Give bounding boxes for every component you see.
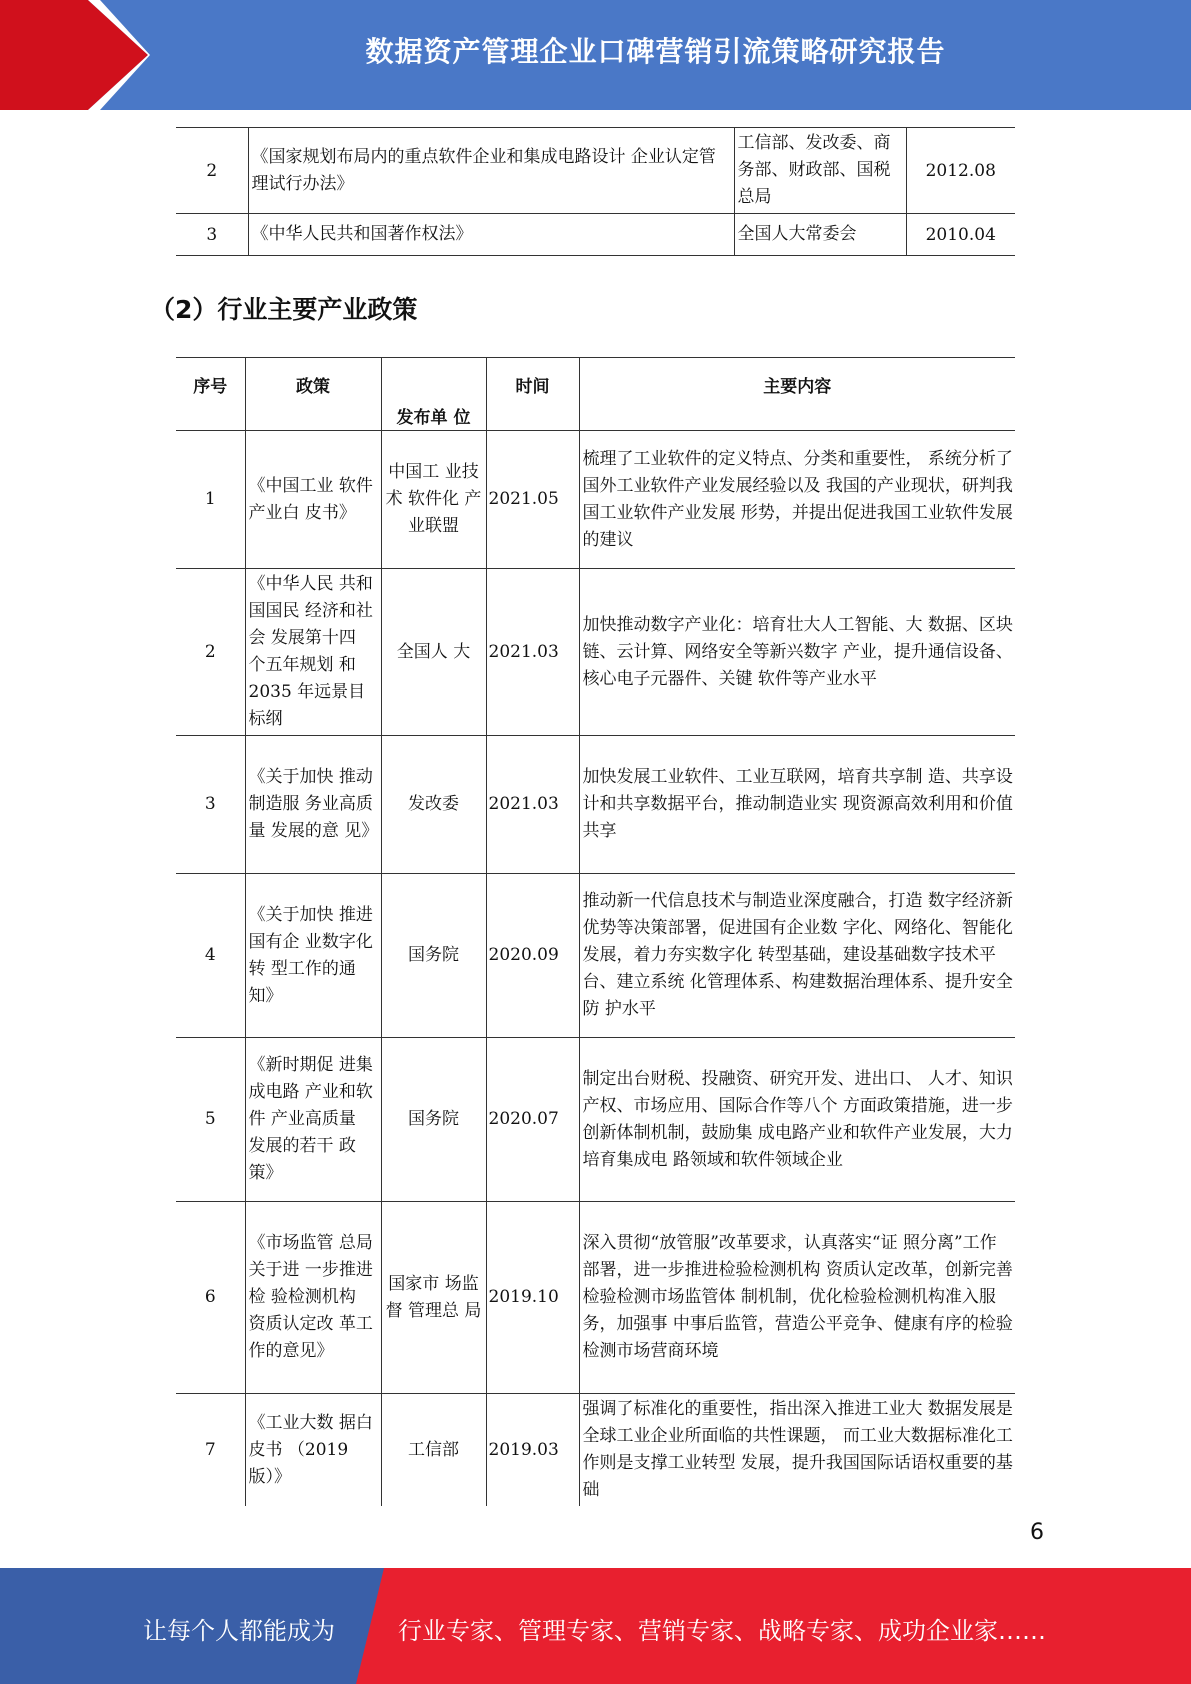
table-row: [176, 1394, 1015, 1507]
policy-content: 深入贯彻“放管服”改革要求，认真落实“证 照分离”工作部署，进一步推进检验检测机构 资质认定改革，创新完善检验检测市场监管体 制机制，优化检验检测机构准入服务，加强事 中事后监管，营造公平竞争、健康有序的检验 检测市场营商环境: [579, 1202, 1015, 1394]
policy-title: 《工业大数 据白皮书 （2019 版）》: [245, 1394, 381, 1507]
table-row: [176, 431, 1015, 569]
policy-title: 《关于加快 推动制造服 务业高质量 发展的意 见》: [245, 736, 381, 874]
issue-date: 2021.05: [486, 431, 579, 569]
row-number: 6: [176, 1202, 245, 1394]
row-number: 3: [176, 736, 245, 874]
issue-date: 2020.07: [486, 1038, 579, 1202]
footer-slogan-right: 行业专家、管理专家、营销专家、战略专家、成功企业家……: [398, 1617, 1046, 1645]
issue-date: 2021.03: [486, 569, 579, 736]
header-policy: 政策: [245, 358, 381, 431]
table-row: [176, 1202, 1015, 1394]
issue-date: 2021.03: [486, 736, 579, 874]
row-number: 7: [204, 1439, 216, 1460]
table-row: [176, 874, 1015, 1038]
issue-date: 2020.09: [486, 874, 579, 1038]
table-row: [176, 736, 1015, 874]
row-number: 2: [176, 569, 245, 736]
policy-content: 加快发展工业软件、工业互联网，培育共享制 造、共享设计和共享数据平台，推动制造业实 现资源高效利用和价值共享: [579, 736, 1015, 874]
issuing-org: 全国人大常委会: [734, 214, 906, 256]
row-number: 5: [176, 1038, 245, 1202]
row-number: 1: [176, 431, 245, 569]
issue-date: 2010.04: [906, 214, 1015, 256]
section-heading: （2）行业主要产业政策: [150, 295, 418, 324]
table-row: [176, 1038, 1015, 1202]
page-footer: [0, 1568, 1191, 1684]
row-number: 2: [176, 128, 248, 214]
page-number: 6: [1030, 1520, 1044, 1545]
policy-content: 推动新一代信息技术与制造业深度融合，打造 数字经济新优势等决策部署，促进国有企业数 字化、网络化、智能化发展，着力夯实数字化 转型基础，建设基础数字技术平台、建立系统 化管理体系、构建数据治理体系、提升安全防 护水平: [579, 874, 1015, 1038]
issue-date: 2019.10: [486, 1202, 579, 1394]
policy-content: 强调了标准化的重要性，指出深入推进工业大 数据发展是全球工业企业所面临的共性课题， 而工业大数据标准化工作则是支撑工业转型 发展，提升我国国际话语权重要的基础: [579, 1394, 1015, 1507]
policy-title: 《中华人民 共和国国民 经济和社会 发展第十四 个五年规划 和 2035 年远景目标纲: [245, 569, 381, 736]
law-title: 《中华人民共和国著作权法》: [248, 214, 734, 256]
header-content: 主要内容: [579, 358, 1015, 431]
page-header: [0, 0, 1191, 110]
issuing-org: 中国工 业技术 软件化 产业联盟: [381, 431, 486, 569]
policy-title: 《新时期促 进集成电路 产业和软件 产业高质量 发展的若干 政策》: [245, 1038, 381, 1202]
law-title: 《国家规划布局内的重点软件企业和集成电路设计 企业认定管理试行办法》: [248, 128, 734, 214]
issuing-org: 工信部、发改委、商务部、财政部、国税总局: [734, 128, 906, 214]
policy-title: 《市场监管 总局关于进 一步推进检 验检测机构 资质认定改 革工作的意见》: [245, 1202, 381, 1394]
policy-title: 《中国工业 软件产业白 皮书》: [245, 431, 381, 569]
issuing-org: 国家市 场监督 管理总 局: [381, 1202, 486, 1394]
laws-table-continued: [176, 127, 1015, 256]
issue-date: 2012.08: [906, 128, 1015, 214]
table-row: [176, 128, 1015, 214]
header-org: 发布单 位: [381, 358, 486, 431]
issuing-org: 国务院: [381, 874, 486, 1038]
policy-content: 梳理了工业软件的定义特点、分类和重要性， 系统分析了国外工业软件产业发展经验以及 我国的产业现状，研判我国工业软件产业发展 形势，并提出促进我国工业软件发展的建议: [579, 431, 1015, 569]
row-number: 4: [176, 874, 245, 1038]
issuing-org: 全国人 大: [381, 569, 486, 736]
table-row: [176, 214, 1015, 256]
policy-content: 制定出台财税、投融资、研究开发、进出口、 人才、知识产权、市场应用、国际合作等八个 方面政策措施，进一步创新体制机制，鼓励集 成电路产业和软件产业发展，大力培育集成电 路领域和软件领域企业: [579, 1038, 1015, 1202]
footer-slogan-left: 让每个人都能成为: [143, 1617, 335, 1645]
issue-date: 2019.03: [486, 1394, 579, 1507]
header-num: 序号: [176, 358, 245, 431]
policy-title: 《关于加快 推进国有企 业数字化转 型工作的通 知》: [245, 874, 381, 1038]
header-time: 时间: [486, 358, 579, 431]
issuing-org: 工信部: [381, 1394, 486, 1507]
industry-policy-table: [176, 357, 1015, 1506]
report-title: 数据资产管理企业口碑营销引流策略研究报告: [365, 35, 946, 68]
issuing-org: 国务院: [381, 1038, 486, 1202]
issuing-org: 发改委: [381, 736, 486, 874]
table-row: [176, 569, 1015, 736]
row-number: 3: [176, 214, 248, 256]
policy-content: 加快推动数字产业化：培育壮大人工智能、大 数据、区块链、云计算、网络安全等新兴数字 产业，提升通信设备、核心电子元器件、关键 软件等产业水平: [579, 569, 1015, 736]
table-header-row: [176, 358, 1015, 431]
